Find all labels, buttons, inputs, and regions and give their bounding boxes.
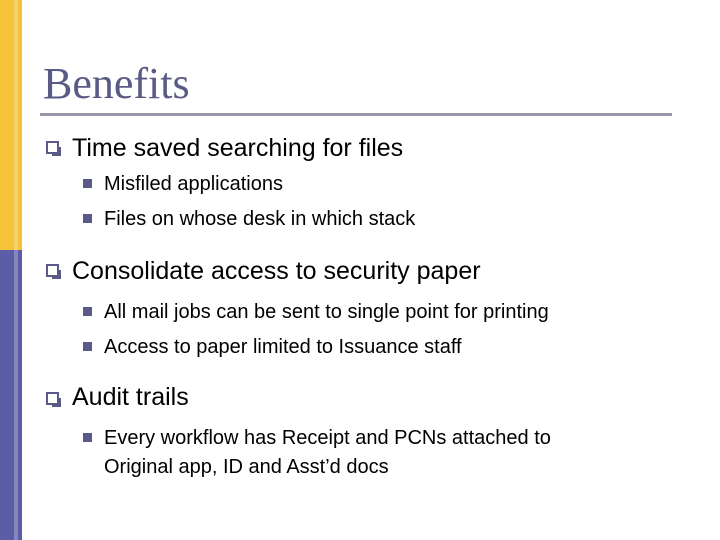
- left-bar-gold-segment: [0, 0, 22, 250]
- bullet-3-sub-1-line-2: Original app, ID and Asst’d docs: [104, 456, 389, 478]
- bullet-1-sub-1: Misfiled applications: [104, 173, 283, 195]
- filled-square-icon: [83, 179, 92, 188]
- bullet-2-sub-2: Access to paper limited to Issuance staff: [104, 336, 462, 358]
- left-bar-stripe: [14, 0, 18, 540]
- bullet-2-sub-1: All mail jobs can be sent to single point for printing: [104, 301, 549, 323]
- left-decorative-bar: [0, 0, 22, 540]
- filled-square-icon: [83, 307, 92, 316]
- filled-square-icon: [83, 342, 92, 351]
- bullet-3-text: Audit trails: [72, 383, 189, 411]
- bullet-1-text: Time saved searching for files: [72, 134, 404, 162]
- filled-square-icon: [83, 214, 92, 223]
- hollow-square-icon: [46, 141, 59, 154]
- hollow-square-icon: [46, 264, 59, 277]
- bullet-1-sub-2: Files on whose desk in which stack: [104, 208, 416, 230]
- left-bar-purple-segment: [0, 250, 22, 540]
- bullet-2-text: Consolidate access to security paper: [72, 257, 481, 285]
- filled-square-icon: [83, 433, 92, 442]
- title-divider: [40, 113, 672, 116]
- slide-title: Benefits: [43, 59, 190, 108]
- bullet-3-sub-1-line-1: Every workflow has Receipt and PCNs attached to: [104, 427, 551, 449]
- hollow-square-icon: [46, 392, 59, 405]
